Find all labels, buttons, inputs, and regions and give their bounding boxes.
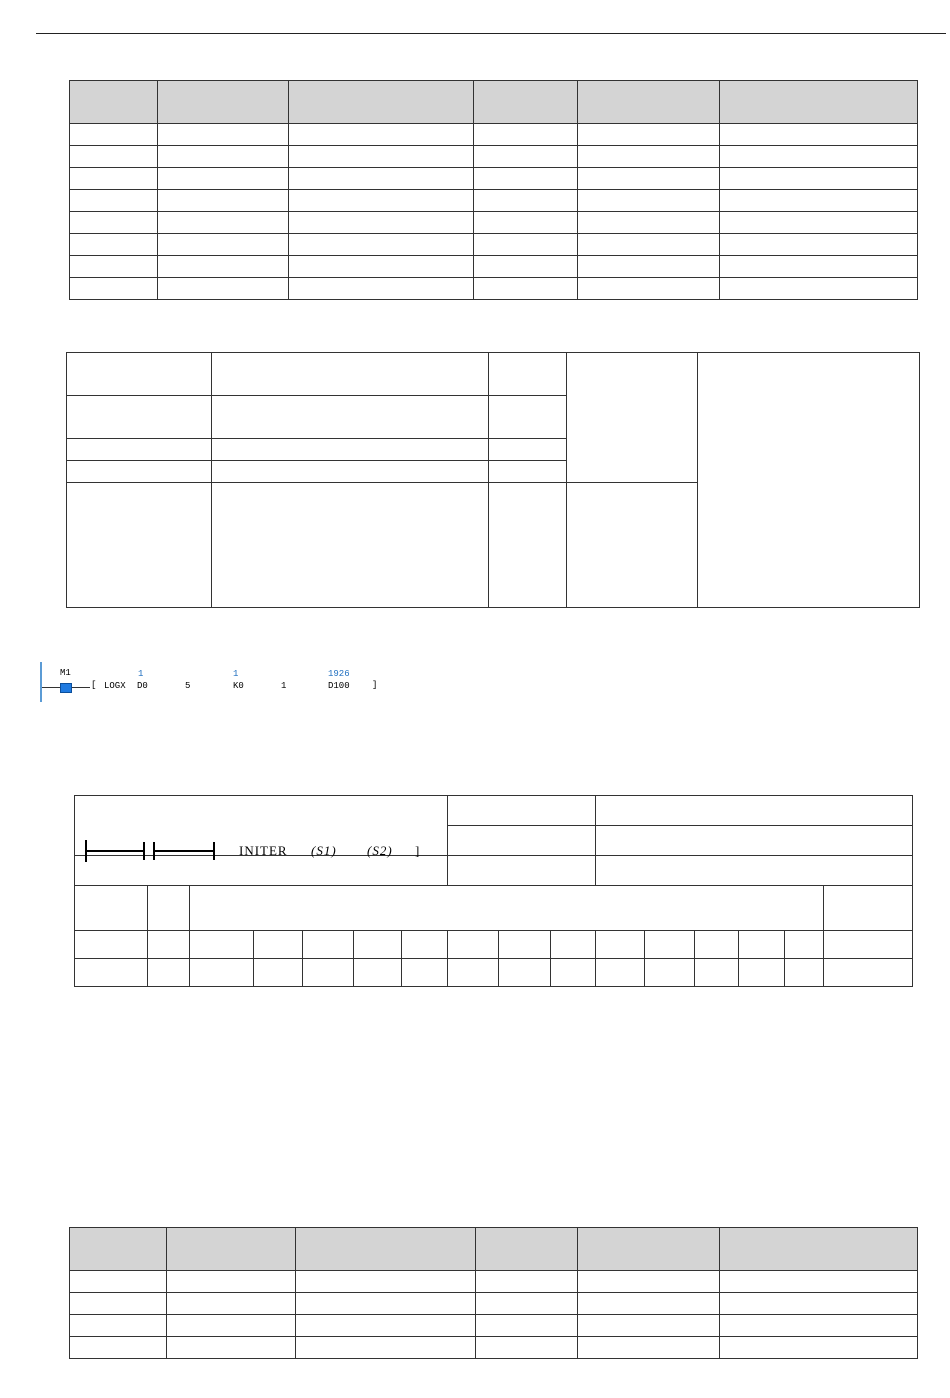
ladder-symbol-cell — [75, 796, 448, 856]
operand: 1 — [281, 681, 287, 691]
operand: D100 — [328, 681, 350, 691]
header-cell — [476, 1228, 578, 1271]
table-initer — [74, 795, 913, 987]
wire — [85, 850, 143, 852]
bracket-bar — [213, 842, 215, 860]
monitor-value: 1 — [138, 669, 144, 679]
header-cell — [70, 81, 158, 124]
ladder-wire — [42, 687, 60, 688]
header-cell — [720, 81, 918, 124]
initer-operand: (S2) — [367, 842, 393, 858]
header-cell — [578, 1228, 720, 1271]
table-row — [70, 234, 918, 256]
initer-instruction: INITER — [239, 842, 288, 858]
table-top — [69, 80, 918, 300]
header-cell — [158, 81, 289, 124]
close-bracket: ] — [372, 680, 378, 690]
contact-label: M1 — [60, 668, 71, 678]
header-cell — [289, 81, 474, 124]
header-cell — [296, 1228, 476, 1271]
operand: D0 — [137, 681, 148, 691]
monitor-value: 1926 — [328, 669, 350, 679]
table-row — [75, 796, 913, 826]
initer-close-bracket: ] — [415, 842, 421, 858]
table-bottom — [69, 1227, 918, 1359]
contact-bar — [143, 842, 145, 860]
table-instruction-form — [66, 352, 920, 608]
header-cell — [578, 81, 720, 124]
operand: K0 — [233, 681, 244, 691]
ladder-power-rail — [40, 662, 42, 702]
header-cell — [167, 1228, 296, 1271]
contact-icon[interactable] — [60, 683, 72, 693]
table-row — [70, 190, 918, 212]
ladder-wire — [72, 687, 90, 688]
header-cell — [720, 1228, 918, 1271]
table-row — [70, 1293, 918, 1315]
merged-cell — [567, 353, 698, 483]
table-row — [70, 146, 918, 168]
initer-operand: (S1) — [311, 842, 337, 858]
initer-symbol — [85, 836, 445, 866]
table-row — [70, 278, 918, 300]
table-row — [70, 1315, 918, 1337]
table-row — [75, 931, 913, 959]
monitor-value: 1 — [233, 669, 239, 679]
table-row — [70, 212, 918, 234]
instruction-name: LOGX — [104, 681, 126, 691]
table-row — [70, 124, 918, 146]
header-cell — [474, 81, 578, 124]
header-cell — [70, 1228, 167, 1271]
table-row — [70, 1337, 918, 1359]
page-top-rule — [36, 33, 946, 34]
table-row — [70, 1271, 918, 1293]
table-header-row — [70, 1228, 918, 1271]
open-bracket: [ — [91, 680, 97, 690]
table-row — [67, 353, 920, 396]
ladder-example — [38, 662, 398, 704]
table-row — [70, 256, 918, 278]
table-row — [70, 168, 918, 190]
table-header-row — [70, 81, 918, 124]
table-row — [75, 886, 913, 931]
operand: 5 — [185, 681, 191, 691]
merged-cell — [698, 353, 920, 608]
wire — [153, 850, 213, 852]
table-row — [75, 959, 913, 987]
